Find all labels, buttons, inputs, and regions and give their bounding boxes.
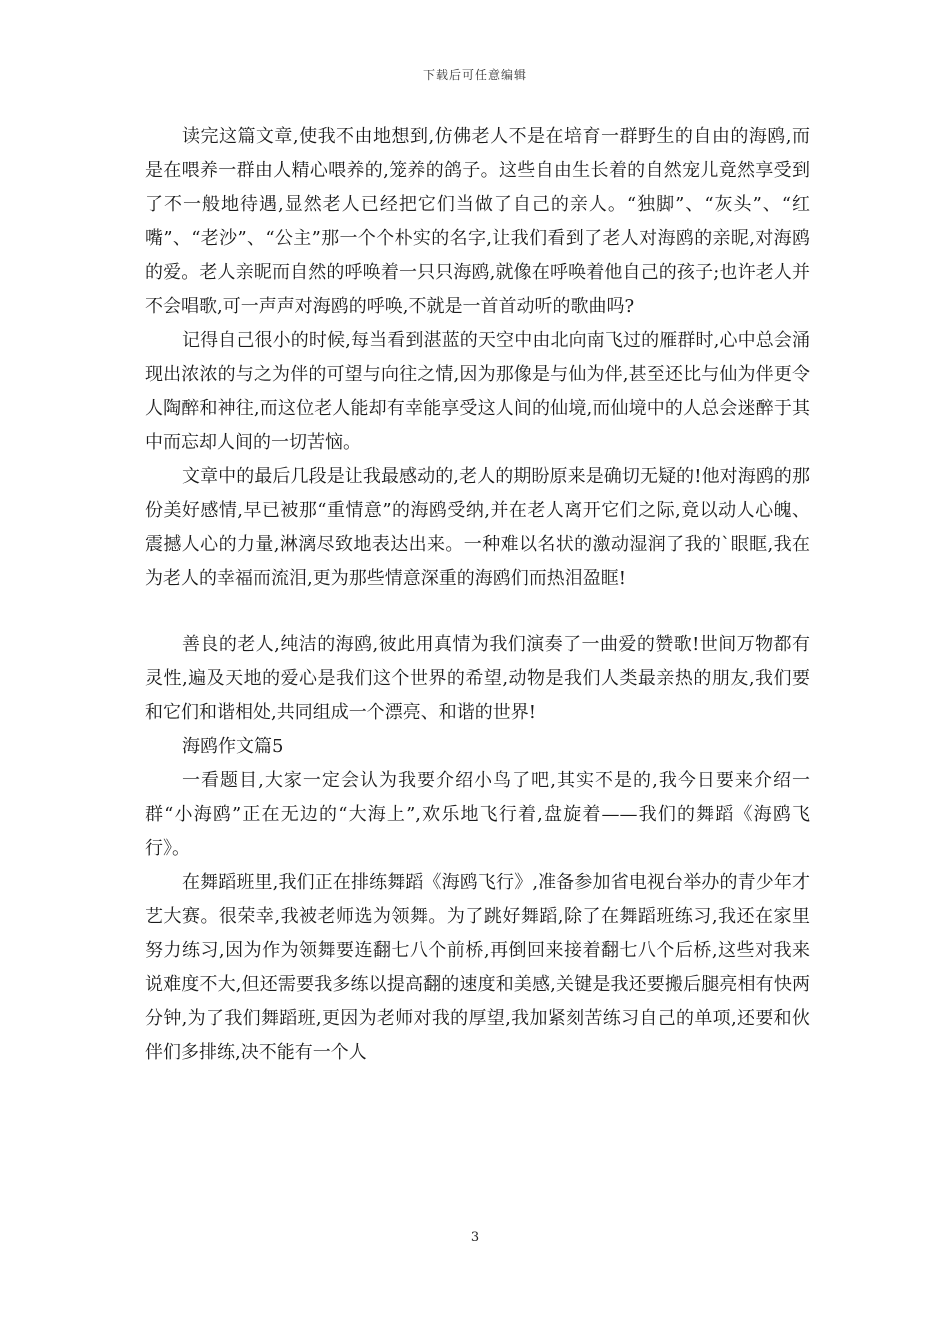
- page-number: 3: [470, 1230, 480, 1245]
- paragraph: 一看题目,大家一定会认为我要介绍小鸟了吧,其实不是的,我今日要来介绍一群“小海鸥”正在无边的“大海上”,欢乐地飞行着,盘旋着——我们的舞蹈《海鸥飞行》。: [145, 770, 810, 859]
- paragraph: 记得自己很小的时候,每当看到湛蓝的天空中由北向南飞过的雁群时,心中总会涌现出浓浓的与之为伴的可望与向往之情,因为那像是与仙为伴,甚至还比与仙为伴更令人陶醉和神往,而这位老人能却有幸能享受这人间的仙境,而仙境中的人总会迷醉于其中而忘却人间的一切苦恼。: [145, 330, 810, 453]
- section-title: 海鸥作文篇5: [182, 736, 284, 757]
- paragraph: 文章中的最后几段是让我最感动的,老人的期盼原来是确切无疑的!他对海鸥的那份美好感情,早已被那“重情意”的海鸥受纳,并在老人离开它们之际,竟以动人心魄、震撼人心的力量,淋漓尽致地表达出来。一种难以名状的激动湿润了我的`眼眶,我在为老人的幸福而流泪,更为那些情意深重的海鸥们而热泪盈眶!: [145, 466, 810, 589]
- paragraph: 善良的老人,纯洁的海鸥,彼此用真情为我们演奏了一曲爱的赞歌!世间万物都有灵性,遍及天地的爱心是我们这个世界的希望,动物是我们人类最亲热的朋友,我们要和它们和谐相处,共同组成一个漂亮、和谐的世界!: [145, 634, 810, 723]
- document-body: [145, 120, 810, 1070]
- paragraph: 在舞蹈班里,我们正在排练舞蹈《海鸥飞行》,准备参加省电视台举办的青少年才艺大赛。很荣幸,我被老师选为领舞。为了跳好舞蹈,除了在舞蹈班练习,我还在家里努力练习,因为作为领舞要连翻七八个前桥,再倒回来接着翻七八个后桥,这些对我来说难度不大,但还需要我多练以提高翻的速度和美感,关键是我还要搬后腿亮相有快两分钟,为了我们舞蹈班,更因为老师对我的厚望,我加紧刻苦练习自己的单项,还要和伙伴们多排练,决不能有一个人: [145, 872, 810, 1063]
- page-header: 下载后可任意编辑: [422, 68, 527, 82]
- paragraph: 读完这篇文章,使我不由地想到,仿佛老人不是在培育一群野生的自由的海鸥,而是在喂养一群由人精心喂养的,笼养的鸽子。这些自由生长着的自然宠儿竟然享受到了不一般地待遇,显然老人已经把它们当做了自己的亲人。“独脚”、“灰头”、“红嘴”、“老沙”、“公主”那一个个朴实的名字,让我们看到了老人对海鸥的亲昵,对海鸥的爱。老人亲昵而自然的呼唤着一只只海鸥,就像在呼唤着他自己的孩子;也许老人并不会唱歌,可一声声对海鸥的呼唤,不就是一首首动听的歌曲吗?: [145, 126, 810, 317]
- paragraph-gap: [145, 596, 810, 628]
